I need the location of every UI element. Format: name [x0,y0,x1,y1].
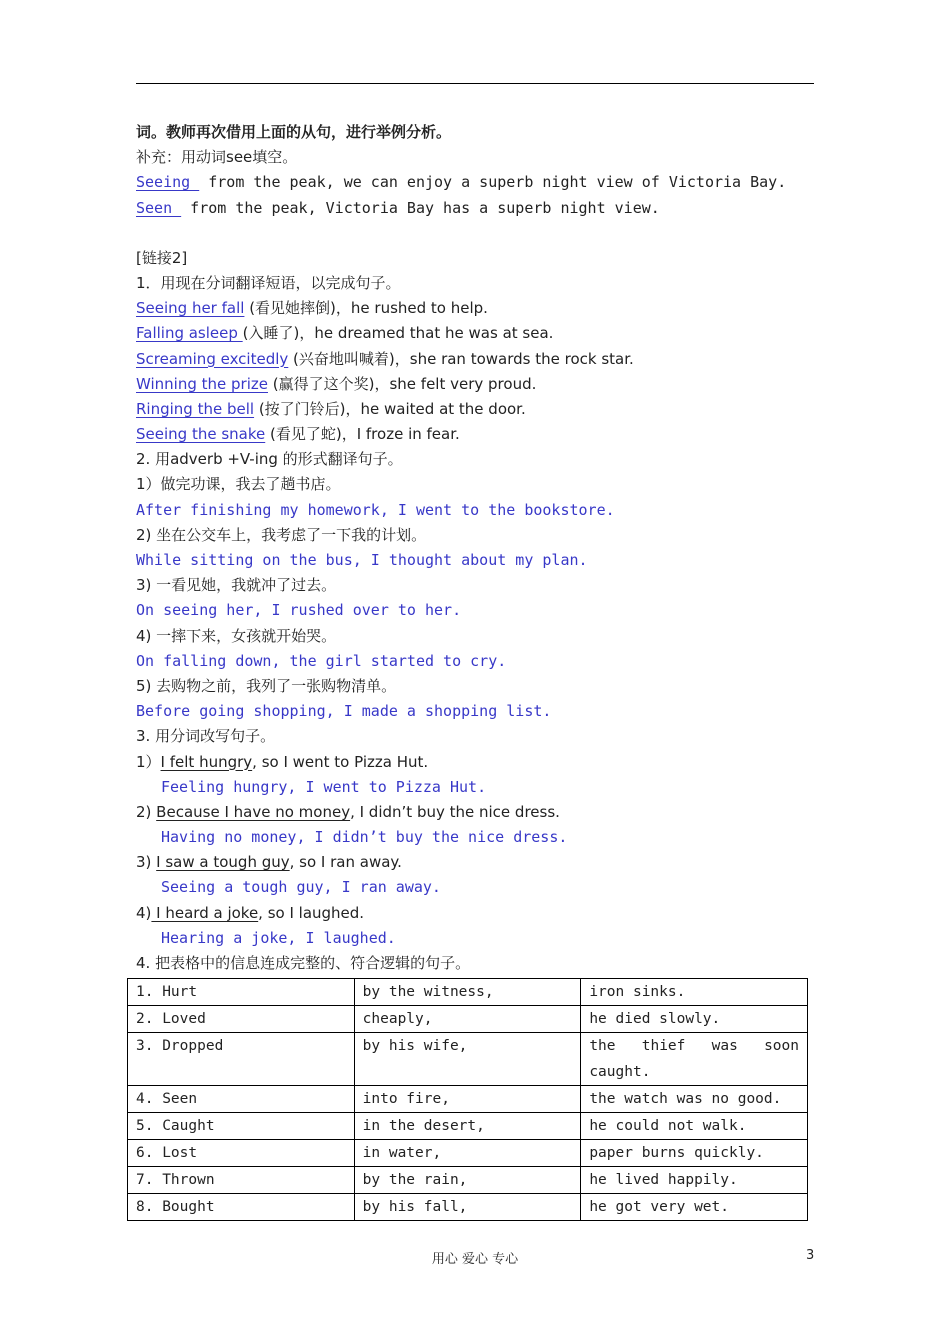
exercise-3-title: 3. 用分词改写句子。 [136,727,276,746]
exercise-1-item [136,372,816,397]
sentence-rest: , so I laughed. [258,903,365,922]
answer-phrase: Falling asleep [136,324,243,343]
sentence-rest: (兴奋地叫喊着)，she ran towards the rock star. [288,349,634,368]
exercise-3-list [136,750,816,952]
table-row [128,1086,808,1113]
exercise-2-question: 4) 一摔下来，女孩就开始哭。 [136,626,337,645]
exercise-2-question: 1）做完功课，我去了趟书店。 [136,475,341,494]
exercise-2-title: 2. 用adverb +V-ing 的形式翻译句子。 [136,450,403,469]
exercise-2-answer: On seeing her, I rushed over to her. [136,601,462,620]
table-cell: 3. Dropped [128,1033,355,1086]
exercise-3-answer: Seeing a tough guy, I ran away. [161,878,441,897]
table-row [128,1113,808,1140]
table-cell: 2. Loved [128,1006,355,1033]
exercise-2-question: 3) 一看见她，我就冲了过去。 [136,576,337,595]
example-sentence-1 [136,170,816,195]
sentence-rest: , I didn’t buy the nice dress. [350,802,560,821]
spacer [136,221,816,246]
page-number: 3 [806,1248,815,1263]
table-cell: 8. Bought [128,1194,355,1221]
sentence-rest: (看见她摔倒)，he rushed to help. [244,299,488,318]
page-content [136,120,816,976]
exercise-2-answer: While sitting on the bus, I thought about my plan. [136,551,588,569]
exercise-1-item [136,422,816,447]
item-number: 4) [136,903,152,922]
exercise-3-question [136,850,816,875]
underlined-clause: I saw a tough guy [156,853,290,872]
section-heading-link2: [链接2] [136,248,188,267]
sentence-rest: , so I went to Pizza Hut. [252,752,429,771]
table-row [128,1167,808,1194]
sentence-rest: (赢得了这个奖)，she felt very proud. [268,374,537,393]
table-cell: by the rain, [354,1167,581,1194]
sentence-rest: (按了门铃后)，he waited at the door. [254,399,526,418]
table-cell: iron sinks. [581,979,808,1006]
item-number: 1） [136,752,161,771]
exercise-2-answer: On falling down, the girl started to cry. [136,651,507,670]
exercise-3-answer: Having no money, I didn’t buy the nice dress. [161,828,568,847]
table-cell: into fire, [354,1086,581,1113]
exercise-3-question [136,750,816,775]
answer-blank: Seen [136,198,182,217]
table-cell: 6. Lost [128,1140,355,1167]
exercise-3-answer: Hearing a joke, I laughed. [161,928,396,947]
table-cell: he died slowly. [581,1006,808,1033]
underlined-clause: I felt hungry [160,752,253,771]
sentence-rest: , so I ran away. [289,853,402,872]
table-cell: by his wife, [354,1033,581,1086]
intro-line-2: 补充：用动词see填空。 [136,148,298,167]
table-cell: 5. Caught [128,1113,355,1140]
answer-phrase: Screaming excitedly [136,349,289,368]
exercise-4-title: 4. 把表格中的信息连成完整的、符合逻辑的句子。 [136,954,471,972]
exercise-3-question [136,800,816,825]
exercise-1-item [136,347,816,372]
exercise-2-question: 5) 去购物之前，我列了一张购物清单。 [136,676,397,695]
table-row [128,1006,808,1033]
exercise-2-answer: After finishing my homework, I went to the bookstore. [136,500,615,519]
table-cell: in water, [354,1140,581,1167]
sentence-rest: (入睡了)，he dreamed that he was at sea. [242,324,554,343]
answer-phrase: Seeing her fall [136,299,245,318]
table-row [128,1140,808,1167]
sentence-rest: from the peak, Victoria Bay has a superb night view. [181,198,660,217]
table-cell: 4. Seen [128,1086,355,1113]
example-sentence-2 [136,196,816,221]
exercise-1-list [136,296,816,447]
exercise-1-item [136,397,816,422]
footer-motto: 用心 爱心 专心 [431,1252,519,1267]
sentence-rest: from the peak, we can enjoy a superb night view of Victoria Bay. [199,173,787,192]
table-cell: cheaply, [354,1006,581,1033]
table-cell: the thief was soon caught. [581,1033,808,1086]
answer-blank: Seeing [136,173,200,192]
answer-phrase: Ringing the bell [136,399,255,418]
exercise-1-item [136,296,816,321]
answer-phrase: Winning the prize [136,374,268,393]
table-cell: paper burns quickly. [581,1140,808,1167]
table-cell: 7. Thrown [128,1167,355,1194]
table-cell: he lived happily. [581,1167,808,1194]
exercise-1-item [136,321,816,346]
exercise-2-list [136,472,816,724]
exercise-3-question [136,901,816,926]
intro-line-1: 词。教师再次借用上面的从句，进行举例分析。 [136,123,452,141]
item-number: 3) [136,853,157,872]
table-cell: he could not walk. [581,1113,808,1140]
exercise-3-answer: Feeling hungry, I went to Pizza Hut. [161,777,487,796]
exercise-1-title: 1．用现在分词翻译短语，以完成句子。 [136,273,401,292]
table-row [128,1033,808,1086]
table-row [128,1194,808,1221]
table-cell: by his fall, [354,1194,581,1221]
underlined-clause: Because I have no money [156,802,351,821]
table-cell: he got very wet. [581,1194,808,1221]
table-cell: in the desert, [354,1113,581,1140]
table-cell: the watch was no good. [581,1086,808,1113]
exercise-2-answer: Before going shopping, I made a shopping list. [136,702,552,721]
item-number: 2) [136,802,157,821]
underlined-clause: I heard a joke [151,903,259,922]
answer-phrase: Seeing the snake [136,425,266,444]
exercise-2-question: 2) 坐在公交车上，我考虑了一下我的计划。 [136,525,427,544]
table-cell: by the witness, [354,979,581,1006]
header-rule [136,83,814,84]
matching-table [127,978,808,1221]
table-cell: 1. Hurt [128,979,355,1006]
sentence-rest: (看见了蛇)，I froze in fear. [265,425,460,444]
table-row [128,979,808,1006]
